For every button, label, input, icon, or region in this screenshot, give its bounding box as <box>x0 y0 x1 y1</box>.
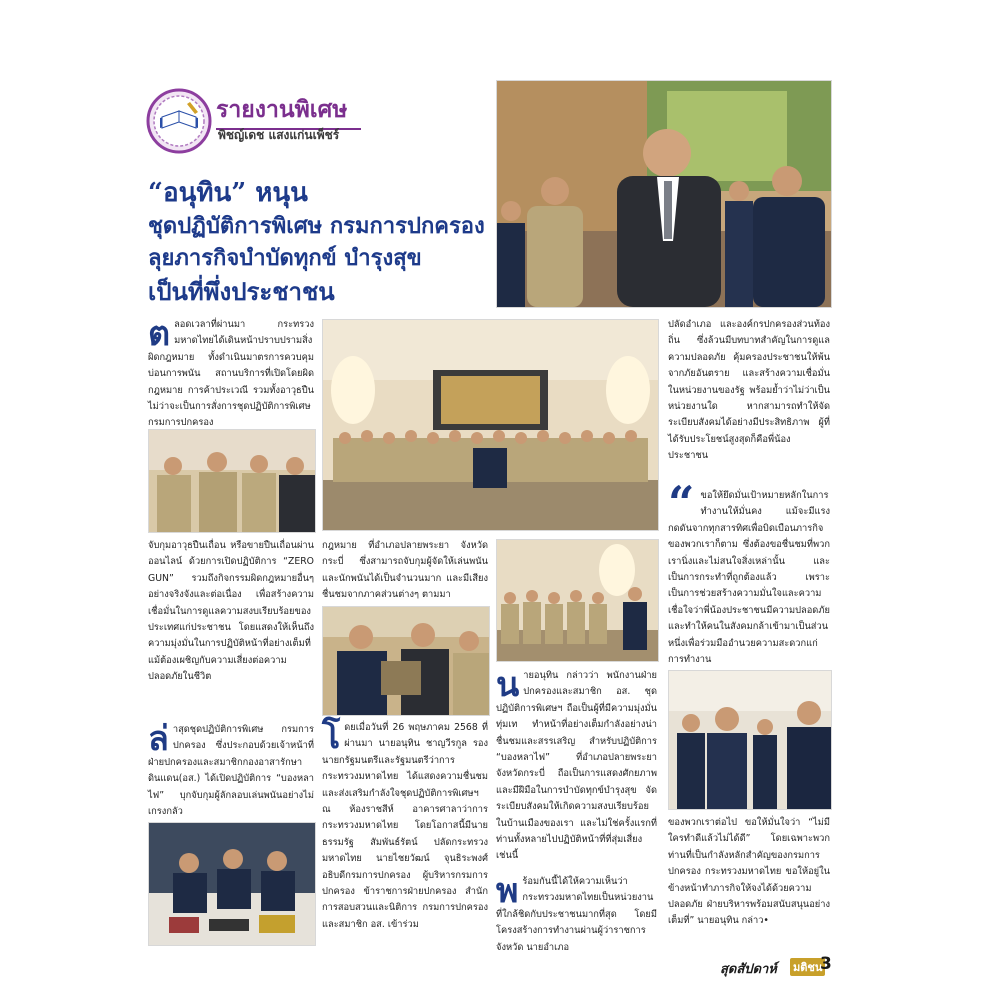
dropcap-col3b: พ <box>496 871 519 911</box>
col3-middle <box>496 665 657 865</box>
col3-middle-paragraph: ายอนุทิน กล่าวว่า พนักงานฝ่ายปกครองและสมาชิก อส. ชุดปฏิบัติการพิเศษฯ ถือเป็นผู้ที่มีความมุ่งมั่น ทุ่มเท ทำหน้าที่อย่างเต็มกำลังอย่างน่าชื่นชมและสรรเสริญ สำหรับปฏิบัติการ “บองหลาไฟ” ที่อำเภอปลายพระยา จังหวัดกระบี่ ถือเป็นการแสดงศักยภาพและมีฝีมือในการบำบัดทุกข์บำรุงสุข จัดระเบียบสังคมให้เกิดความสงบเรียบร้อยในบ้านเมืองของเรา และไม่ใช่ครั้งแรกที่ท่านทั้งหลายไปปฏิบัติหน้าที่ที่สุ่มเสี่ยงเช่นนี้ <box>496 670 657 862</box>
lead-paragraph: ลอดเวลาที่ผ่านมา กระทรวงมหาดไทยได้เดินหน้าปราบปรามสิ่งผิดกฎหมาย ทั้งดำเนินมาตรการควบคุมบ่อนการพนัน สถานบริการที่เปิดโดยผิดกฎหมาย การค้าประเวณี รวมทั้งอาวุธปืน ไม่ว่าจะเป็นการสั่งการชุดปฏิบัติการพิเศษ กรมการปกครอง <box>148 319 314 429</box>
dropcap-col2: โ <box>322 717 341 757</box>
headline-line-4: เป็นที่พึ่งประชาชน <box>148 277 335 306</box>
col1-lower <box>148 719 314 820</box>
col1-lead <box>148 314 314 432</box>
col4-bottom <box>668 815 830 930</box>
col3-bottom <box>496 871 657 956</box>
section-badge <box>146 88 212 154</box>
col4-top <box>668 317 830 465</box>
col2-bottom <box>322 717 488 933</box>
dropcap-lead: ต <box>148 314 171 354</box>
photo-navy-officers <box>668 670 832 810</box>
photo-minister-hero <box>496 80 832 308</box>
page-number: 3 <box>820 954 832 974</box>
photo-group-ceremony <box>322 319 659 531</box>
book-seal-icon <box>146 88 212 154</box>
col2-bottom-paragraph: ดยเมื่อวันที่ 26 พฤษภาคม 2568 ที่ผ่านมา นายอนุทิน ชาญวีรกูล รองนายกรัฐมนตรีและรัฐมนตรีว่าการกระทรวงมหาดไทย ได้แสดงความชื่นชมและส่งเสริมกำลังใจชุดปฏิบัติการพิเศษฯ ณ ห้องราชสีห์ อาคารศาลาว่าการกระทรวงมหาดไทย โดยโอกาสนี้มีนายธรรมรัฐ สัมพันธ์รัตน์ ปลัดกระทรวงมหาดไทย นายไชยวัฒน์ จุนธิระพงศ์ อธิบดีกรมการปกครอง ผู้บริหารกรมการปกครอง ข้าราชการฝ่ายปกครอง สำนักการสอบสวนและนิติการ กรมการปกครอง และสมาชิก อส. เข้าร่วม <box>322 722 488 930</box>
footer-brand: มติชน <box>790 958 825 976</box>
col1-lower-paragraph: าสุดชุดปฏิบัติการพิเศษ กรมการปกครอง ซึ่งประกอบด้วยเจ้าหน้าที่ฝ่ายปกครองและสมาชิกกองอาสารักษาดินแดน(อส.) ได้เปิดปฏิบัติการ “บองหลาไฟ” บุกจับกุมผู้ลักลอบเล่นพนันอย่างไม่เกรงกลัว <box>148 724 314 818</box>
footer-magazine: สุดสัปดาห์ <box>720 962 777 977</box>
col3-bottom-paragraph: ร้อมกันนี้ได้ให้ความเห็นว่า กระทรวงมหาดไทยเป็นหน่วยงานที่ใกล้ชิดกับประชาชนมากที่สุด โดยมีโครงสร้างการทำงานผ่านผู้ว่าราชการจังหวัด นายอำเภอ <box>496 876 657 953</box>
dropcap-col3: น <box>496 665 520 705</box>
col2-top-paragraph: กฎหมาย ที่อำเภอปลายพระยา จังหวัดกระบี่ ซึ่งสามารถจับกุมผู้จัดให้เล่นพนันและนักพนันได้เป็นจำนวนมาก และมีเสียงชื่นชมจากภาคส่วนต่างๆ ตามมา <box>322 540 488 601</box>
headline-line-2: ชุดปฏิบัติการพิเศษ กรมการปกครอง <box>148 213 485 239</box>
col2-top <box>322 538 488 604</box>
section-label: รายงานพิเศษ <box>216 92 361 130</box>
photo-gift-presentation <box>322 606 490 716</box>
quote-mark-icon: “ <box>668 476 695 530</box>
col4-top-paragraph: ปลัดอำเภอ และองค์กรปกครองส่วนท้องถิ่น ซึ่งล้วนมีบทบาทสำคัญในการดูแลความปลอดภัย คุ้มครองประชาชนให้พ้นจากภัยอันตราย และสร้างความเชื่อมั่นในหน่วยงานของรัฐ พร้อมย้ำว่าไม่ว่าเป็นหน่วยงานใด หากสามารถทำให้จัดระเบียบสังคมได้อย่างมีประสิทธิภาพ ผู้ที่ได้รับประโยชน์สูงสุดก็คือพี่น้องประชาชน <box>668 319 830 462</box>
headline-line-3: ลุยภารกิจบำบัดทุกข์ บำรุงสุข <box>148 245 422 271</box>
col1-middle-paragraph: จับกุมอาวุธปืนเถื่อน หรือขายปืนเถื่อนผ่านออนไลน์ ด้วยการเปิดปฏิบัติการ “ZERO GUN” รวมถึงกิจกรรมผิดกฎหมายอื่นๆ อย่างจริงจังและต่อเนื่อง เพื่อสร้างความเชื่อมั่นในการดูแลความสงบเรียบร้อยของประเทศแก่ประชาชน โดยแสดงให้เห็นถึงความมุ่งมั่นในการปฏิบัติหน้าที่อย่างเต็มที่ แม้ต้องเผชิญกับความเสี่ยงต่อความปลอดภัยในชีวิต <box>148 540 314 683</box>
photo-seized-items <box>148 822 316 946</box>
photo-officials-group <box>148 429 316 533</box>
headline-line-1: “อนุทิน” หนุน <box>148 178 308 208</box>
pull-quote-text: ขอให้ยึดมั่นเป้าหมายหลักในการทำงานให้มั่นคง แม้จะมีแรงกดดันจากทุกสารทิศเพื่อบิดเบือนภารกิจของพวกเราก็ตาม ซึ่งต้องขอชื่นชมที่พวกเรานิ่งและไม่สนใจสิ่งเหล่านั้น และเป็นการกระทำที่ถูกต้องแล้ว เพราะเป็นการช่วยสร้างความมั่นใจและความเชื่อใจว่าพี่น้องประชาชนมีความปลอดภัย และทำให้คนในสังคมกล้าเข้ามาเป็นส่วนหนึ่งเพื่อร่วมมืออำนวยความสะดวกแก่การทำงาน <box>668 490 830 666</box>
photo-speech-lineup <box>496 539 659 662</box>
dropcap-col1: ล่ <box>148 719 169 759</box>
col4-bottom-paragraph: ของพวกเราต่อไป ขอให้มั่นใจว่า “ไม่มีใครทำดีแล้วไม่ได้ดี” โดยเฉพาะพวกท่านที่เป็นกำลังหลักสำคัญของกรมการปกครอง กระทรวงมหาดไทย ขอให้อยู่ในข้างหน้าทำภารกิจให้จงได้ด้วยความปลอดภัย ฝ่ายบริหารพร้อมสนับสนุนอย่างเต็มที่” นายอนุทิน กล่าว• <box>668 817 830 927</box>
pull-quote <box>668 476 830 668</box>
section-byline: พิชญ์เดช แสงแก่นเพ็ชร์ <box>218 128 340 142</box>
col1-middle <box>148 538 314 686</box>
